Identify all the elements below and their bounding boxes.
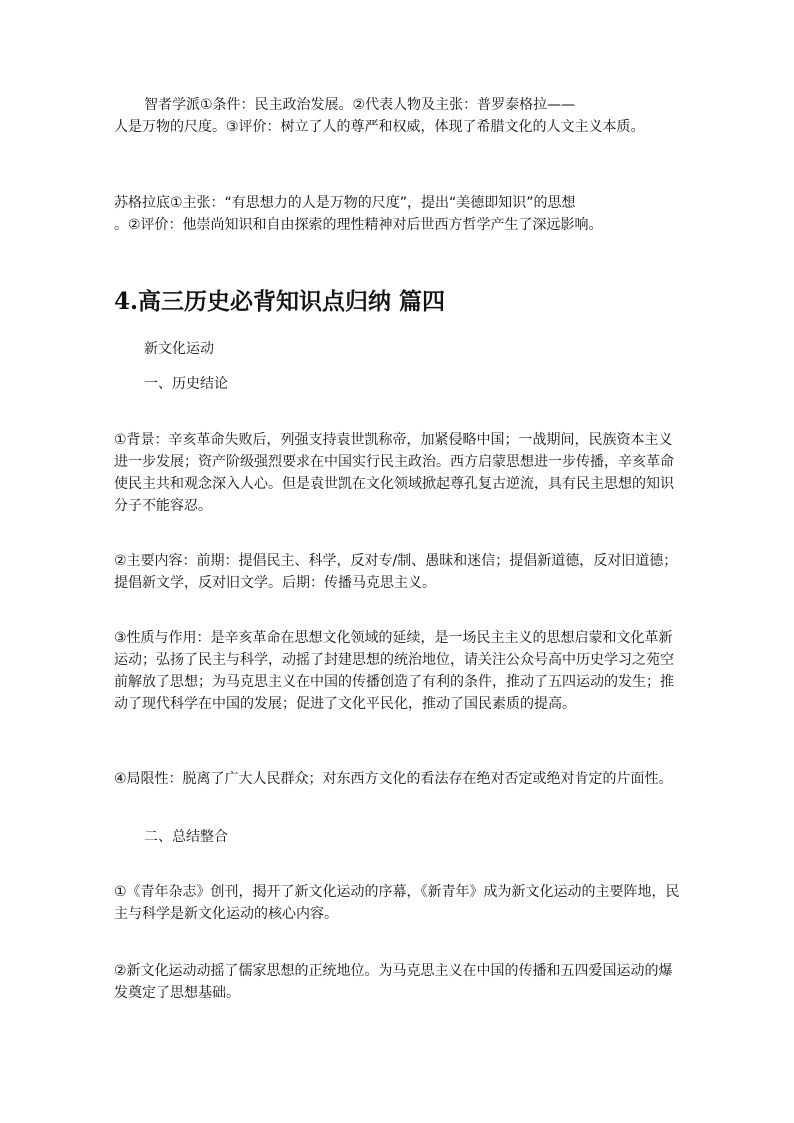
section-heading: 4.高三历史必背知识点归纳 篇四 xyxy=(114,288,446,315)
subsection-title-conclusions: 一、历史结论 xyxy=(144,376,228,392)
paragraph-summary-1: ①《青年杂志》创刊，揭开了新文化运动的序幕，《新青年》成为新文化运动的主要阵地，民主与科学是新文化运动的核心内容。 xyxy=(114,884,680,922)
paragraph-nature-effects: ③性质与作用：是辛亥革命在思想文化领域的延续，是一场民主主义的思想启蒙和文化革新运动；弘扬了民主与科学，动摇了封建思想的统治地位，请关注公众号高中历史学习之苑空前解放了思想；为马克思主义在中国的传播创造了有利的条件，推动了五四运动的发生；推动了现代科学在中国的发展；促进了文化平民化，推动了国民素质的提高。 xyxy=(114,630,674,712)
topic-title: 新文化运动 xyxy=(144,341,214,357)
paragraph-summary-2: ②新文化运动动摇了儒家思想的正统地位。为马克思主义在中国的传播和五四爱国运动的爆发奠定了思想基础。 xyxy=(114,963,673,1001)
paragraph-socrates: 苏格拉底①主张：“有思想力的人是万物的尺度”，提出“美德即知识”的思想 。②评价：他崇尚知识和自由探索的理性精神对后世西方哲学产生了深远影响。 xyxy=(114,195,603,233)
subsection-title-summary: 二、总结整合 xyxy=(144,829,228,845)
paragraph-sophists: 智者学派①条件：民主政治发展。②代表人物及主张：普罗泰格拉—— 人是万物的尺度。③评价：树立了人的尊严和权威，体现了希腊文化的人文主义本质。 xyxy=(114,97,645,135)
paragraph-background: ①背景：辛亥革命失败后，列强支持袁世凯称帝，加紧侵略中国；一战期间，民族资本主义进一步发展；资产阶级强烈要求在中国实行民主政治。西方启蒙思想进一步传播，辛亥革命使民主共和观念深入人心。但是袁世凯在文化领域掀起尊孔复古逆流，具有民主思想的知识分子不能容忍。 xyxy=(114,432,674,514)
paragraph-limitations: ④局限性：脱离了广大人民群众；对东西方文化的看法存在绝对否定或绝对肯定的片面性。 xyxy=(114,771,673,787)
paragraph-main-content: ②主要内容：前期：提倡民主、科学，反对专/制、愚昧和迷信；提倡新道德，反对旧道德；提倡新文学，反对旧文学。后期：传播马克思主义。 xyxy=(114,553,678,591)
